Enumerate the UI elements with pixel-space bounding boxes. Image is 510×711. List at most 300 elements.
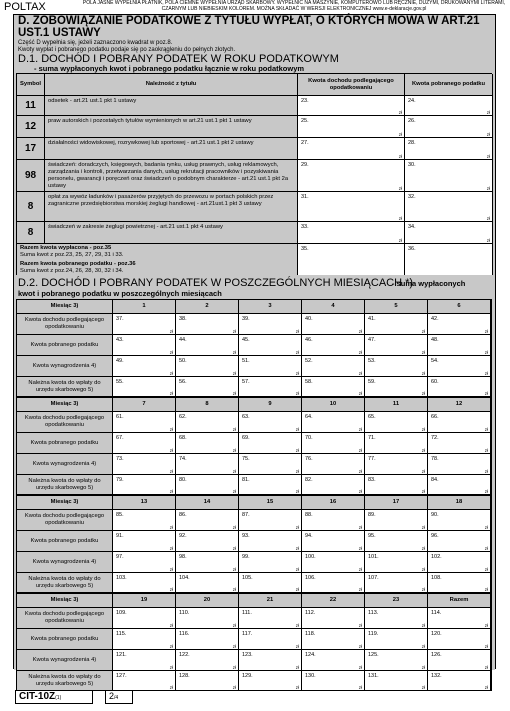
amount-field[interactable] — [239, 335, 302, 356]
amount-field[interactable] — [113, 629, 176, 650]
field-number: 42. — [431, 316, 439, 322]
field-number: 95. — [368, 533, 376, 539]
currency-label: zł — [295, 469, 299, 474]
amount-field[interactable] — [428, 552, 491, 573]
amount-field[interactable] — [176, 552, 239, 573]
field-number: 45. — [242, 337, 250, 343]
currency-label: zł — [295, 329, 299, 334]
amount-field[interactable] — [302, 531, 365, 552]
field-number: 131. — [368, 673, 379, 679]
amount-field[interactable] — [428, 454, 491, 475]
amount-field[interactable] — [365, 671, 428, 691]
month-header: 15 — [239, 496, 302, 510]
currency-label: zł — [232, 546, 236, 551]
amount-field[interactable] — [365, 356, 428, 377]
amount-field[interactable] — [239, 475, 302, 495]
field-number: 23. — [301, 98, 309, 104]
currency-label: zł — [421, 546, 425, 551]
row-nature-text: świadczeń w zakresie żeglugi powietrznej - art.21 ust.1 pkt 4 ustawy — [45, 222, 298, 244]
row-label: Kwota wynagrodzenia 4) — [17, 552, 113, 573]
row-label: Kwota dochodu podlegającego opodatkowaniu — [17, 510, 113, 531]
amount-field[interactable] — [176, 475, 239, 495]
currency-label: zł — [295, 587, 299, 592]
field-number: 37. — [116, 316, 124, 322]
month-header: 5 — [365, 300, 428, 314]
row-nature-text: praw autorskich i pozostałych tytułów wymienionych w art.21 ust.1 pkt 1 ustawy — [45, 116, 298, 138]
currency-label: zł — [295, 489, 299, 494]
amount-field[interactable] — [365, 412, 428, 433]
amount-field[interactable] — [302, 552, 365, 573]
amount-field[interactable] — [302, 629, 365, 650]
month-header: 9 — [239, 398, 302, 412]
month-header: 19 — [113, 594, 176, 608]
field-number: 69. — [242, 435, 250, 441]
amount-field[interactable] — [428, 629, 491, 650]
col-tax-header: Kwota pobranego podatku — [405, 74, 493, 96]
amount-field[interactable] — [365, 629, 428, 650]
amount-field[interactable] — [428, 531, 491, 552]
currency-label: zł — [169, 448, 173, 453]
currency-label: zł — [421, 427, 425, 432]
currency-label: zł — [398, 132, 402, 137]
currency-label: zł — [295, 644, 299, 649]
field-number: 119. — [368, 631, 379, 637]
amount-field[interactable] — [239, 573, 302, 593]
amount-field[interactable] — [113, 454, 176, 475]
currency-label: zł — [295, 665, 299, 670]
section-d-note-2: Kwoty wypłat i pobranego podatku podaje się po zaokrągleniu do pełnych złotych. — [18, 47, 236, 53]
row-label: Kwota wynagrodzenia 4) — [17, 454, 113, 475]
currency-label: zł — [421, 685, 425, 690]
currency-label: zł — [295, 427, 299, 432]
amount-field[interactable] — [428, 475, 491, 495]
amount-field[interactable] — [302, 356, 365, 377]
currency-label: zł — [486, 132, 490, 137]
amount-field[interactable] — [302, 433, 365, 454]
currency-label: zł — [169, 644, 173, 649]
currency-label: zł — [295, 623, 299, 628]
currency-label: zł — [484, 371, 488, 376]
field-number: 24. — [408, 98, 416, 104]
currency-label: zł — [358, 587, 362, 592]
amount-field[interactable] — [428, 433, 491, 454]
amount-field[interactable] — [428, 377, 491, 397]
amount-field[interactable] — [113, 608, 176, 629]
amount-field[interactable] — [113, 552, 176, 573]
amount-field[interactable] — [113, 510, 176, 531]
col-income-header: Kwota dochodu podlegającego opodatkowaniu — [298, 74, 405, 96]
currency-label: zł — [169, 665, 173, 670]
field-number: 64. — [305, 414, 313, 420]
month-header: 10 — [302, 398, 365, 412]
currency-label: zł — [484, 525, 488, 530]
currency-label: zł — [295, 685, 299, 690]
amount-field[interactable] — [239, 531, 302, 552]
amount-field[interactable] — [302, 475, 365, 495]
amount-field[interactable] — [428, 314, 491, 335]
currency-label: zł — [169, 546, 173, 551]
field-number: 89. — [368, 512, 376, 518]
amount-field[interactable] — [428, 608, 491, 629]
currency-label: zł — [232, 350, 236, 355]
amount-field[interactable] — [428, 573, 491, 593]
amount-field[interactable] — [176, 314, 239, 335]
amount-field[interactable] — [239, 377, 302, 397]
currency-label: zł — [484, 685, 488, 690]
tax-field[interactable] — [405, 222, 493, 244]
tax-field[interactable] — [405, 116, 493, 138]
month-header: 17 — [365, 496, 428, 510]
row-label: Kwota dochodu podlegającego opodatkowaniu — [17, 608, 113, 629]
field-number: 60. — [431, 379, 439, 385]
sum-paid-detail: Suma kwot z poz.23, 25, 27, 29, 31 i 33. — [20, 252, 124, 258]
d1-table — [16, 73, 492, 307]
field-number: 54. — [431, 358, 439, 364]
field-number: 27. — [301, 140, 309, 146]
section-d1-subtitle: - suma wypłaconych kwot i pobranego podatku łącznie w roku podatkowym — [34, 64, 305, 73]
field-number: 53. — [368, 358, 376, 364]
currency-label: zł — [398, 216, 402, 221]
amount-field[interactable] — [302, 671, 365, 691]
amount-field[interactable] — [302, 377, 365, 397]
field-number: 85. — [116, 512, 124, 518]
amount-field[interactable] — [239, 433, 302, 454]
amount-field[interactable] — [428, 650, 491, 671]
currency-label: zł — [486, 154, 490, 159]
field-number: 104. — [179, 575, 190, 581]
amount-field[interactable] — [176, 531, 239, 552]
currency-label: zł — [169, 525, 173, 530]
field-number: 103. — [116, 575, 127, 581]
currency-label: zł — [398, 238, 402, 243]
currency-label: zł — [358, 489, 362, 494]
amount-field[interactable] — [239, 356, 302, 377]
amount-field[interactable] — [113, 314, 176, 335]
sum-tax-label: Razem kwota pobranego podatku - poz.36 — [20, 261, 136, 267]
currency-label: zł — [169, 329, 173, 334]
amount-field[interactable] — [239, 629, 302, 650]
currency-label: zł — [484, 546, 488, 551]
row-symbol: 98 — [17, 160, 45, 192]
section-d-title: D. ZOBOWIĄZANIE PODATKOWE Z TYTUŁU WYPŁAT, O KTÓRYCH MOWA W ART.21 UST.1 USTAWY — [18, 15, 480, 39]
field-number: 106. — [305, 575, 316, 581]
currency-label: zł — [358, 644, 362, 649]
field-number: 26. — [408, 118, 416, 124]
currency-label: zł — [295, 391, 299, 396]
income-field[interactable] — [298, 192, 405, 222]
field-number: 50. — [179, 358, 187, 364]
income-field[interactable] — [298, 160, 405, 192]
amount-field[interactable] — [428, 510, 491, 531]
amount-field[interactable] — [365, 454, 428, 475]
field-number: 97. — [116, 554, 124, 560]
field-number: 41. — [368, 316, 376, 322]
amount-field[interactable] — [176, 671, 239, 691]
field-number: 36. — [408, 246, 416, 252]
currency-label: zł — [232, 329, 236, 334]
currency-label: zł — [169, 427, 173, 432]
row-symbol: 8 — [17, 222, 45, 244]
month-label: Miesiąc 3) — [17, 398, 113, 412]
amount-field[interactable] — [365, 314, 428, 335]
amount-field[interactable] — [176, 510, 239, 531]
d2-month-block — [16, 299, 492, 397]
field-number: 93. — [242, 533, 250, 539]
currency-label: zł — [232, 469, 236, 474]
income-field[interactable] — [298, 222, 405, 244]
section-d1-title: D.1. DOCHÓD I POBRANY PODATEK W ROKU PODATKOWYM — [18, 53, 339, 65]
currency-label: zł — [484, 587, 488, 592]
field-number: 63. — [242, 414, 250, 420]
amount-field[interactable] — [365, 573, 428, 593]
currency-label: zł — [421, 469, 425, 474]
field-number: 102. — [431, 554, 442, 560]
row-symbol: 17 — [17, 138, 45, 160]
field-number: 128. — [179, 673, 190, 679]
amount-field[interactable] — [113, 650, 176, 671]
amount-field[interactable] — [302, 335, 365, 356]
month-header: 12 — [428, 398, 491, 412]
month-label: Miesiąc 3) — [17, 594, 113, 608]
field-number: 35. — [301, 246, 309, 252]
currency-label: zł — [421, 489, 425, 494]
currency-label: zł — [232, 489, 236, 494]
page-header — [0, 0, 510, 14]
field-number: 125. — [368, 652, 379, 658]
row-label: Kwota pobranego podatku — [17, 433, 113, 454]
amount-field[interactable] — [113, 335, 176, 356]
field-number: 111. — [242, 610, 252, 616]
amount-field[interactable] — [239, 671, 302, 691]
amount-field[interactable] — [239, 608, 302, 629]
amount-field[interactable] — [302, 650, 365, 671]
amount-field[interactable] — [365, 377, 428, 397]
month-header: 20 — [176, 594, 239, 608]
amount-field[interactable] — [113, 531, 176, 552]
tax-field[interactable] — [405, 192, 493, 222]
field-number: 76. — [305, 456, 313, 462]
field-number: 68. — [179, 435, 187, 441]
amount-field[interactable] — [365, 475, 428, 495]
field-number: 34. — [408, 224, 416, 230]
currency-label: zł — [421, 329, 425, 334]
form-version: (1) — [55, 695, 62, 701]
amount-field[interactable] — [428, 356, 491, 377]
field-number: 44. — [179, 337, 187, 343]
amount-field[interactable] — [302, 608, 365, 629]
field-number: 94. — [305, 533, 313, 539]
currency-label: zł — [169, 623, 173, 628]
amount-field[interactable] — [176, 454, 239, 475]
row-nature-text: działalności widowiskowej, rozrywkowej lub sportowej - art.21 ust.1 pkt 2 ustawy — [45, 138, 298, 160]
tax-field[interactable] — [405, 96, 493, 116]
month-header: 3 — [239, 300, 302, 314]
amount-field[interactable] — [176, 608, 239, 629]
field-number: 51. — [242, 358, 250, 364]
currency-label: zł — [484, 448, 488, 453]
currency-label: zł — [421, 665, 425, 670]
amount-field[interactable] — [113, 377, 176, 397]
amount-field[interactable] — [176, 356, 239, 377]
currency-label: zł — [232, 587, 236, 592]
amount-field[interactable] — [365, 531, 428, 552]
amount-field[interactable] — [176, 573, 239, 593]
field-number: 110. — [179, 610, 190, 616]
amount-field[interactable] — [365, 552, 428, 573]
currency-label: zł — [484, 427, 488, 432]
field-number: 84. — [431, 477, 439, 483]
amount-field[interactable] — [302, 454, 365, 475]
currency-label: zł — [232, 644, 236, 649]
row-label: Kwota dochodu podlegającego opodatkowaniu — [17, 314, 113, 335]
field-number: 33. — [301, 224, 309, 230]
amount-field[interactable] — [176, 650, 239, 671]
currency-label: zł — [358, 427, 362, 432]
amount-field[interactable] — [428, 412, 491, 433]
amount-field[interactable] — [302, 510, 365, 531]
field-number: 59. — [368, 379, 376, 385]
amount-field[interactable] — [365, 433, 428, 454]
month-header: 21 — [239, 594, 302, 608]
field-number: 48. — [431, 337, 439, 343]
field-number: 100. — [305, 554, 316, 560]
amount-field[interactable] — [113, 573, 176, 593]
field-number: 47. — [368, 337, 376, 343]
currency-label: zł — [169, 350, 173, 355]
currency-label: zł — [358, 525, 362, 530]
field-number: 101. — [368, 554, 379, 560]
instructions-note: POLA JASNE WYPEŁNIA PŁATNIK, POLA CIEMNE WYPEŁNIA URZĄD SKARBOWY. WYPEŁNIĆ NA MASZYNIE, KOMPUTEROWO LUB RĘCZNIE, DUŻYMI, DRUKOWANYMI LITERAMI, CZARNYM LUB NIEBIESKIM KOLOREM. MOŻNA SKŁADAĆ W WERSJI ELEKTRONICZNEJ www.e-deklaracje.gov.pl — [82, 0, 506, 12]
currency-label: zł — [232, 371, 236, 376]
field-number: 61. — [116, 414, 124, 420]
amount-field[interactable] — [239, 314, 302, 335]
amount-field[interactable] — [176, 335, 239, 356]
currency-label: zł — [358, 685, 362, 690]
currency-label: zł — [421, 350, 425, 355]
tax-field[interactable] — [405, 138, 493, 160]
currency-label: zł — [358, 391, 362, 396]
field-number: 81. — [242, 477, 250, 483]
amount-field[interactable] — [365, 335, 428, 356]
amount-field[interactable] — [428, 671, 491, 691]
income-field[interactable] — [298, 138, 405, 160]
field-number: 87. — [242, 512, 250, 518]
currency-label: zł — [295, 371, 299, 376]
field-number: 46. — [305, 337, 313, 343]
amount-field[interactable] — [239, 412, 302, 433]
amount-field[interactable] — [176, 433, 239, 454]
currency-label: zł — [232, 685, 236, 690]
currency-label: zł — [421, 644, 425, 649]
currency-label: zł — [484, 644, 488, 649]
currency-label: zł — [486, 238, 490, 243]
month-label: Miesiąc 3) — [17, 496, 113, 510]
currency-label: zł — [169, 685, 173, 690]
currency-label: zł — [398, 186, 402, 191]
amount-field[interactable] — [302, 314, 365, 335]
amount-field[interactable] — [239, 510, 302, 531]
currency-label: zł — [486, 216, 490, 221]
amount-field[interactable] — [302, 412, 365, 433]
field-number: 79. — [116, 477, 124, 483]
amount-field[interactable] — [239, 650, 302, 671]
field-number: 132. — [431, 673, 442, 679]
month-header: 18 — [428, 496, 491, 510]
field-number: 117. — [242, 631, 253, 637]
income-field[interactable] — [298, 96, 405, 116]
currency-label: zł — [232, 427, 236, 432]
field-number: 99. — [242, 554, 250, 560]
currency-label: zł — [169, 371, 173, 376]
amount-field[interactable] — [239, 454, 302, 475]
field-number: 114. — [431, 610, 442, 616]
field-number: 121. — [116, 652, 127, 658]
field-number: 124. — [305, 652, 316, 658]
amount-field[interactable] — [113, 475, 176, 495]
row-symbol: 12 — [17, 116, 45, 138]
row-label: Należna kwota do wpłaty do urzędu skarbowego 5) — [17, 671, 113, 691]
month-label: Miesiąc 3) — [17, 300, 113, 314]
currency-label: zł — [295, 567, 299, 572]
page-footer — [13, 690, 496, 708]
tax-field[interactable] — [405, 160, 493, 192]
amount-field[interactable] — [176, 629, 239, 650]
currency-label: zł — [484, 350, 488, 355]
col-symbol-header: Symbol — [17, 74, 45, 96]
month-header: 14 — [176, 496, 239, 510]
amount-field[interactable] — [365, 650, 428, 671]
field-number: 129. — [242, 673, 253, 679]
amount-field[interactable] — [302, 573, 365, 593]
month-header: 7 — [113, 398, 176, 412]
currency-label: zł — [295, 350, 299, 355]
currency-label: zł — [484, 391, 488, 396]
field-number: 80. — [179, 477, 187, 483]
sum-paid-label: Razem kwota wypłacona - poz.35 — [20, 245, 112, 251]
income-field[interactable] — [298, 116, 405, 138]
amount-field[interactable] — [365, 510, 428, 531]
currency-label: zł — [421, 587, 425, 592]
field-number: 30. — [408, 162, 416, 168]
currency-label: zł — [358, 665, 362, 670]
field-number: 78. — [431, 456, 439, 462]
currency-label: zł — [484, 665, 488, 670]
row-label: Kwota pobranego podatku — [17, 629, 113, 650]
field-number: 56. — [179, 379, 187, 385]
currency-label: zł — [484, 489, 488, 494]
month-header: Razem — [428, 594, 491, 608]
field-number: 65. — [368, 414, 376, 420]
amount-field[interactable] — [239, 552, 302, 573]
field-number: 66. — [431, 414, 439, 420]
field-number: 31. — [301, 194, 309, 200]
amount-field[interactable] — [113, 671, 176, 691]
field-number: 72. — [431, 435, 439, 441]
amount-field[interactable] — [365, 608, 428, 629]
amount-field[interactable] — [113, 356, 176, 377]
currency-label: zł — [421, 391, 425, 396]
amount-field[interactable] — [428, 335, 491, 356]
row-nature-text: opłat za wywóz ładunków i pasażerów przyjętych do przewozu w portach polskich przez zagraniczne przedsiębiorstwa morskiej żeglugi handlowej - art.21ust.1 pkt 3 ustawy — [45, 192, 298, 222]
field-number: 118. — [305, 631, 316, 637]
currency-label: zł — [484, 567, 488, 572]
amount-field[interactable] — [113, 412, 176, 433]
field-number: 74. — [179, 456, 187, 462]
amount-field[interactable] — [113, 433, 176, 454]
amount-field[interactable] — [176, 377, 239, 397]
field-number: 83. — [368, 477, 376, 483]
amount-field[interactable] — [176, 412, 239, 433]
